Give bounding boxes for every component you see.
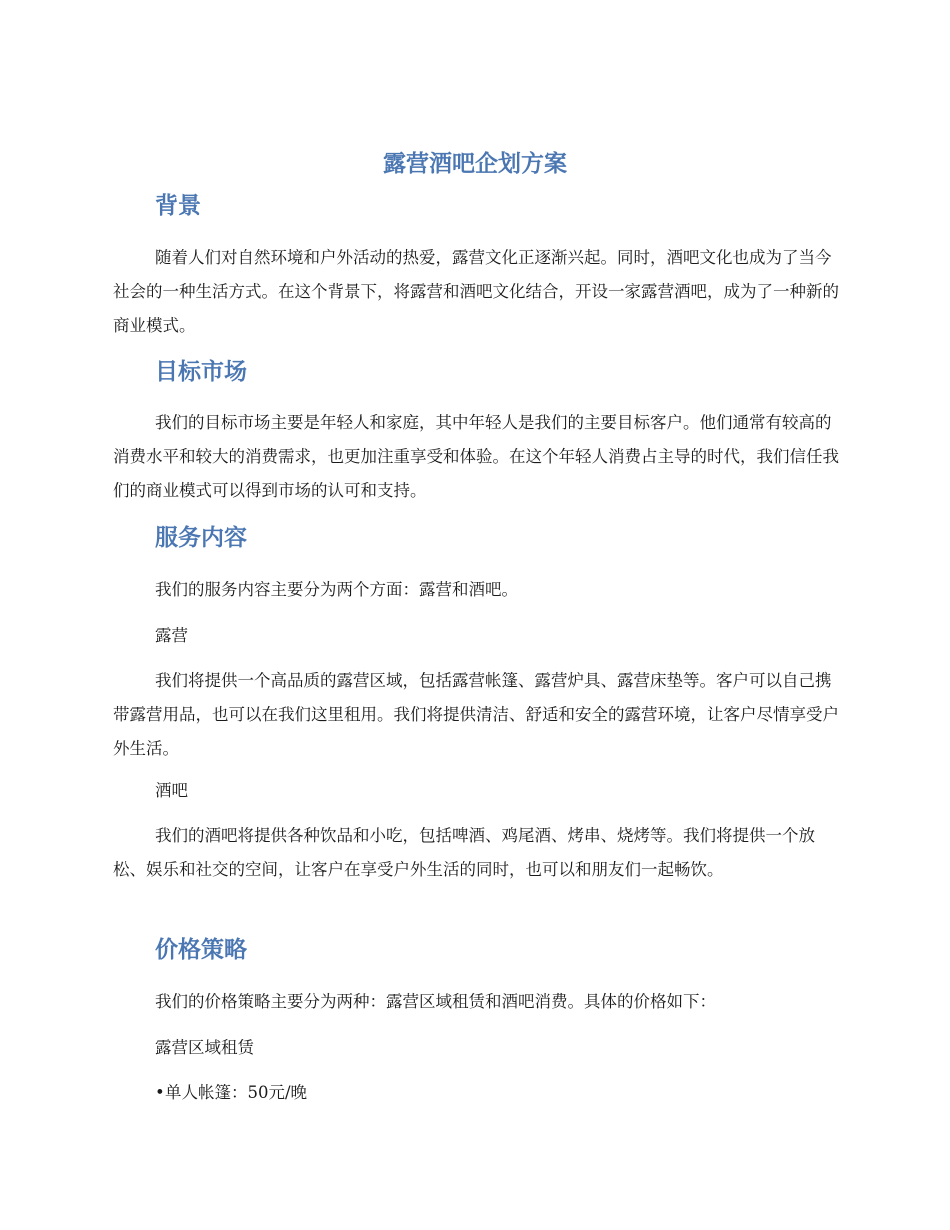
section-heading-background: 背景: [155, 193, 201, 219]
section-heading-target-market: 目标市场: [155, 359, 247, 385]
bar-subheading: 酒吧: [155, 781, 188, 800]
section-heading-pricing: 价格策略: [155, 937, 247, 963]
list-item: [155, 1076, 307, 1110]
pricing-intro: 我们的价格策略主要分为两种：露营区域租赁和酒吧消费。具体的价格如下：: [155, 992, 716, 1011]
target-market-paragraph: 我们的目标市场主要是年轻人和家庭，其中年轻人是我们的主要目标客户。他们通常有较高的消费水平和较大的消费需求，也更加注重享受和体验。在这个年轻人消费占主导的时代，我们信任我们的商业模式可以得到市场的认可和支持。: [113, 413, 839, 500]
price-item-text: 单人帐篷：50元/晚: [165, 1083, 308, 1102]
document-title: 露营酒吧企划方案: [383, 151, 567, 177]
rental-subheading: 露营区域租赁: [155, 1038, 254, 1057]
services-intro: 我们的服务内容主要分为两个方面：露营和酒吧。: [155, 580, 518, 599]
section-heading-services: 服务内容: [155, 525, 247, 551]
bullet-marker: •: [155, 1083, 165, 1102]
background-paragraph: 随着人们对自然环境和户外活动的热爱，露营文化正逐渐兴起。同时，酒吧文化也成为了当今社会的一种生活方式。在这个背景下，将露营和酒吧文化结合，开设一家露营酒吧，成为了一种新的商业模式。: [113, 248, 839, 335]
camping-paragraph: 我们将提供一个高品质的露营区域，包括露营帐篷、露营炉具、露营床垫等。客户可以自己携带露营用品，也可以在我们这里租用。我们将提供清洁、舒适和安全的露营环境，让客户尽情享受户外生活。: [113, 671, 839, 758]
camping-subheading: 露营: [155, 626, 188, 645]
bar-paragraph: 我们的酒吧将提供各种饮品和小吃，包括啤酒、鸡尾酒、烤串、烧烤等。我们将提供一个放松、娱乐和社交的空间，让客户在享受户外生活的同时，也可以和朋友们一起畅饮。: [113, 826, 815, 879]
